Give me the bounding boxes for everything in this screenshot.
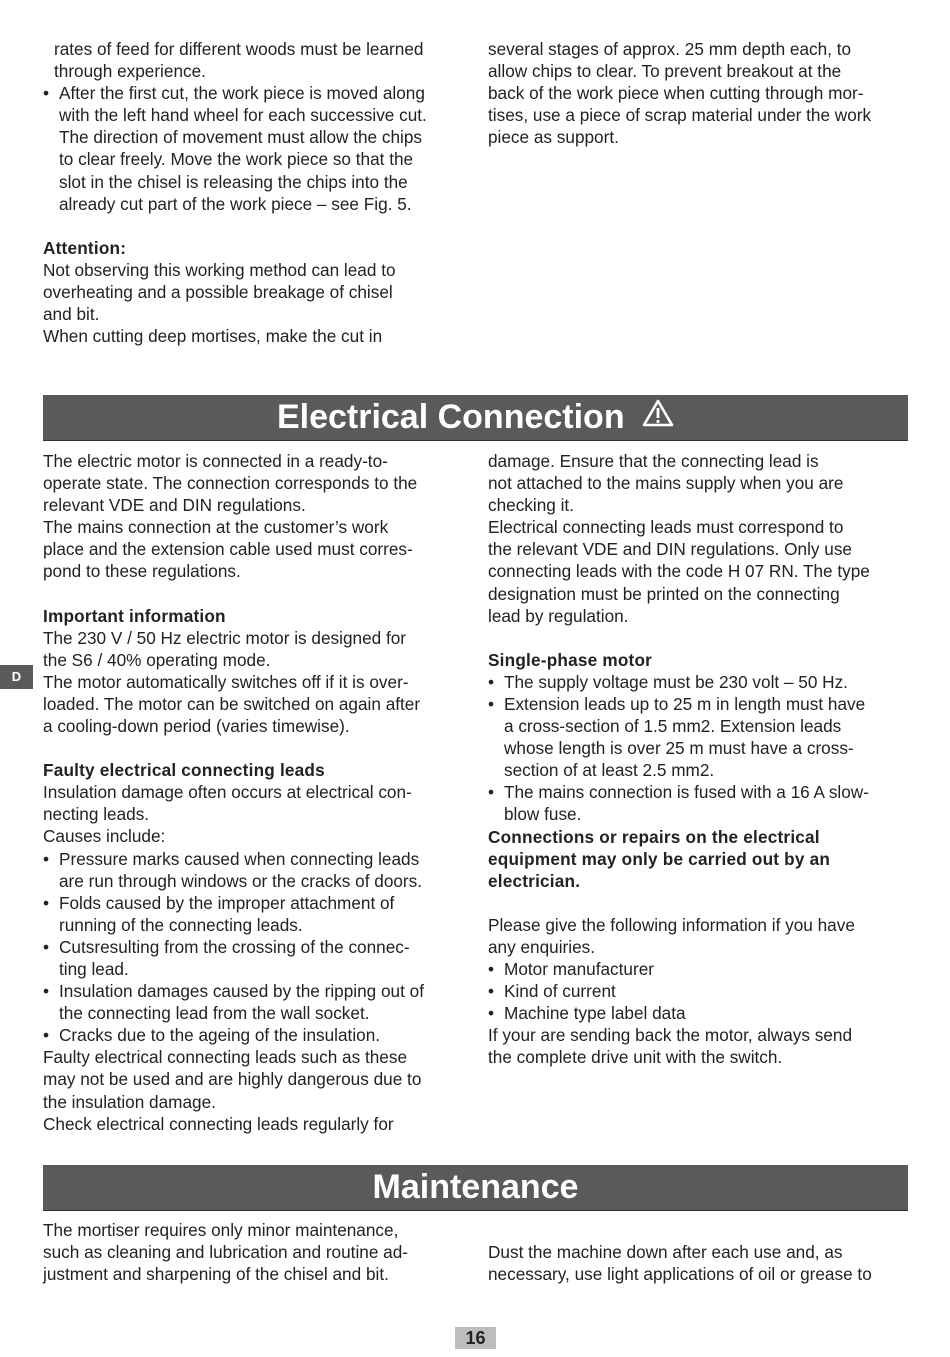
text-line: tises, use a piece of scrap material under the work [488, 105, 872, 126]
text-line: relevant VDE and DIN regulations. [43, 495, 306, 516]
faulty-leads-outro [43, 1046, 463, 1134]
single-phase-list [488, 671, 910, 826]
maintenance-banner [43, 1165, 908, 1211]
maintenance-left-column [43, 1219, 463, 1285]
text-line: • Folds caused by the improper attachment of [59, 892, 395, 913]
text-line: are run through windows or the cracks of doors. [59, 870, 423, 891]
text-line: necting leads. [43, 804, 150, 825]
text-line: with the left hand wheel for each successive cut. [59, 105, 427, 126]
list-item [43, 82, 463, 215]
text-line: several stages of approx. 25 mm depth each, to [488, 39, 852, 59]
text-line: blow fuse. [504, 804, 582, 825]
text-line: • The mains connection is fused with a 16 A slow- [504, 782, 869, 803]
text-line: Dust the machine down after each use and, as [488, 1242, 843, 1262]
text-line: allow chips to clear. To prevent breakout at the [488, 61, 842, 82]
text-line: If your are sending back the motor, always send [488, 1025, 852, 1046]
text-line: The mains connection at the customer’s work [43, 517, 389, 538]
text-line: rates of feed for different woods must be learned [54, 39, 424, 59]
text-line: • After the first cut, the work piece is moved along [59, 83, 425, 104]
text-line: Electrical connecting leads must correspond to [488, 517, 844, 538]
list-item [43, 1024, 463, 1046]
list-item: • Motor manufacturer [488, 958, 910, 980]
text-line: Causes include: [43, 826, 166, 847]
text-line: • Extension leads up to 25 m in length must have [504, 693, 866, 714]
text-line: The motor automatically switches off if it is over- [43, 671, 409, 692]
text-line: and bit. [43, 304, 100, 325]
text-line: designation must be printed on the connecting [488, 583, 840, 604]
text-line: such as cleaning and lubrication and routine ad- [43, 1242, 408, 1263]
text-line: may not be used and are highly dangerous due to [43, 1069, 422, 1090]
text-line: damage. Ensure that the connecting lead is [488, 451, 819, 471]
electrical-connection-banner [43, 395, 908, 441]
text-line: a cross-section of 1.5 mm2. Extension leads [504, 716, 842, 737]
text-line: any enquiries. [488, 936, 596, 957]
language-tab: D [0, 665, 33, 689]
text-line: The 230 V / 50 Hz electric motor is designed for [43, 627, 407, 648]
important-information-text [43, 627, 463, 737]
list-item [43, 980, 463, 1024]
page-number: 16 [455, 1327, 496, 1349]
intro-text [43, 450, 463, 583]
enquiry-text [488, 914, 910, 958]
important-information-heading: Important information [43, 605, 226, 626]
causes-list [43, 848, 463, 1047]
list-item: • Machine type label data [488, 1002, 910, 1024]
list-item: • Kind of current [488, 980, 910, 1002]
single-phase-heading: Single-phase motor [488, 649, 653, 670]
text-line: back of the work piece when cutting through mor- [488, 83, 864, 104]
text-line: the S6 / 40% operating mode. [43, 649, 271, 670]
text-line: running of the connecting leads. [59, 914, 303, 935]
text-line: overheating and a possible breakage of chisel [43, 281, 393, 302]
electrical-left-column [43, 450, 463, 1135]
text-line: Check electrical connecting leads regularly for [43, 1113, 394, 1134]
instruction-list [43, 82, 463, 215]
list-item [488, 781, 910, 825]
enquiry-list [488, 958, 910, 1024]
warning-triangle-icon [642, 394, 674, 439]
list-item [43, 892, 463, 936]
continued-text [43, 38, 463, 82]
text-line: • Cutsresulting from the crossing of the connec- [59, 936, 410, 957]
text-line: The direction of movement must allow the chips [59, 127, 423, 148]
text-line: to clear freely. Move the work piece so that the [59, 149, 414, 170]
text-line: necessary, use light applications of oil or grease to [488, 1264, 872, 1285]
text-line: When cutting deep mortises, make the cut in [43, 326, 383, 347]
text-line: The electric motor is connected in a ready-to- [43, 451, 388, 471]
maintenance-title: Maintenance [372, 1168, 579, 1206]
top-left-column [43, 38, 463, 347]
text-line: Faulty electrical connecting leads such as these [43, 1047, 408, 1068]
text-line: whose length is over 25 m must have a cross- [504, 738, 854, 759]
text-line: place and the extension cable used must corres- [43, 539, 413, 560]
maintenance-right-column [488, 1241, 910, 1285]
text-line: • Pressure marks caused when connecting leads [59, 848, 420, 869]
text-line: • Insulation damages caused by the ripping out of [59, 981, 424, 1002]
electrical-right-column [488, 450, 910, 1068]
text-line: ting lead. [59, 958, 129, 979]
text-line: electrician. [488, 870, 581, 891]
text-line: checking it. [488, 495, 574, 516]
attention-text [43, 259, 463, 347]
return-text [488, 1024, 910, 1068]
text-line: already cut part of the work piece – see Fig. 5. [59, 193, 412, 214]
text-line: • The supply voltage must be 230 volt – 50 Hz. [504, 671, 848, 692]
text-line: the insulation damage. [43, 1091, 216, 1112]
text-line: pond to these regulations. [43, 561, 241, 582]
electrician-warning [488, 826, 910, 892]
electrical-connection-title: Electrical Connection [276, 398, 625, 436]
text-line: the relevant VDE and DIN regulations. Only use [488, 539, 852, 560]
attention-heading: Attention: [43, 237, 127, 258]
list-item [488, 671, 910, 693]
text-line: Connections or repairs on the electrical [488, 826, 820, 847]
text-line: a cooling-down period (varies timewise). [43, 716, 350, 737]
list-item [43, 848, 463, 892]
text-line: section of at least 2.5 mm2. [504, 760, 715, 781]
text-line: equipment may only be carried out by an [488, 848, 831, 869]
text-line: piece as support. [488, 127, 619, 148]
text-line: Please give the following information if you have [488, 914, 855, 935]
text-line: Insulation damage often occurs at electrical con- [43, 782, 412, 803]
text-line: slot in the chisel is releasing the chips into the [59, 171, 408, 192]
text-line: operate state. The connection corresponds to the [43, 473, 418, 494]
text-line: the complete drive unit with the switch. [488, 1047, 783, 1068]
text-line: through experience. [54, 61, 206, 82]
text-line: loaded. The motor can be switched on again after [43, 693, 421, 714]
text-line: the connecting lead from the wall socket. [59, 1003, 370, 1024]
text-line: not attached to the mains supply when you are [488, 473, 844, 494]
text-line: Not observing this working method can lead to [43, 259, 396, 280]
text-line: lead by regulation. [488, 605, 629, 626]
text-line: justment and sharpening of the chisel and bit. [43, 1264, 389, 1285]
faulty-leads-heading: Faulty electrical connecting leads [43, 760, 325, 781]
continued-text [488, 450, 910, 627]
text-line: The mortiser requires only minor maintenance, [43, 1220, 399, 1240]
text-line: connecting leads with the code H 07 RN. The type [488, 561, 870, 582]
top-right-column [488, 38, 910, 148]
list-item [43, 936, 463, 980]
text-line: • Cracks due to the ageing of the insulation. [59, 1025, 381, 1046]
list-item [488, 693, 910, 781]
faulty-leads-intro [43, 781, 463, 847]
